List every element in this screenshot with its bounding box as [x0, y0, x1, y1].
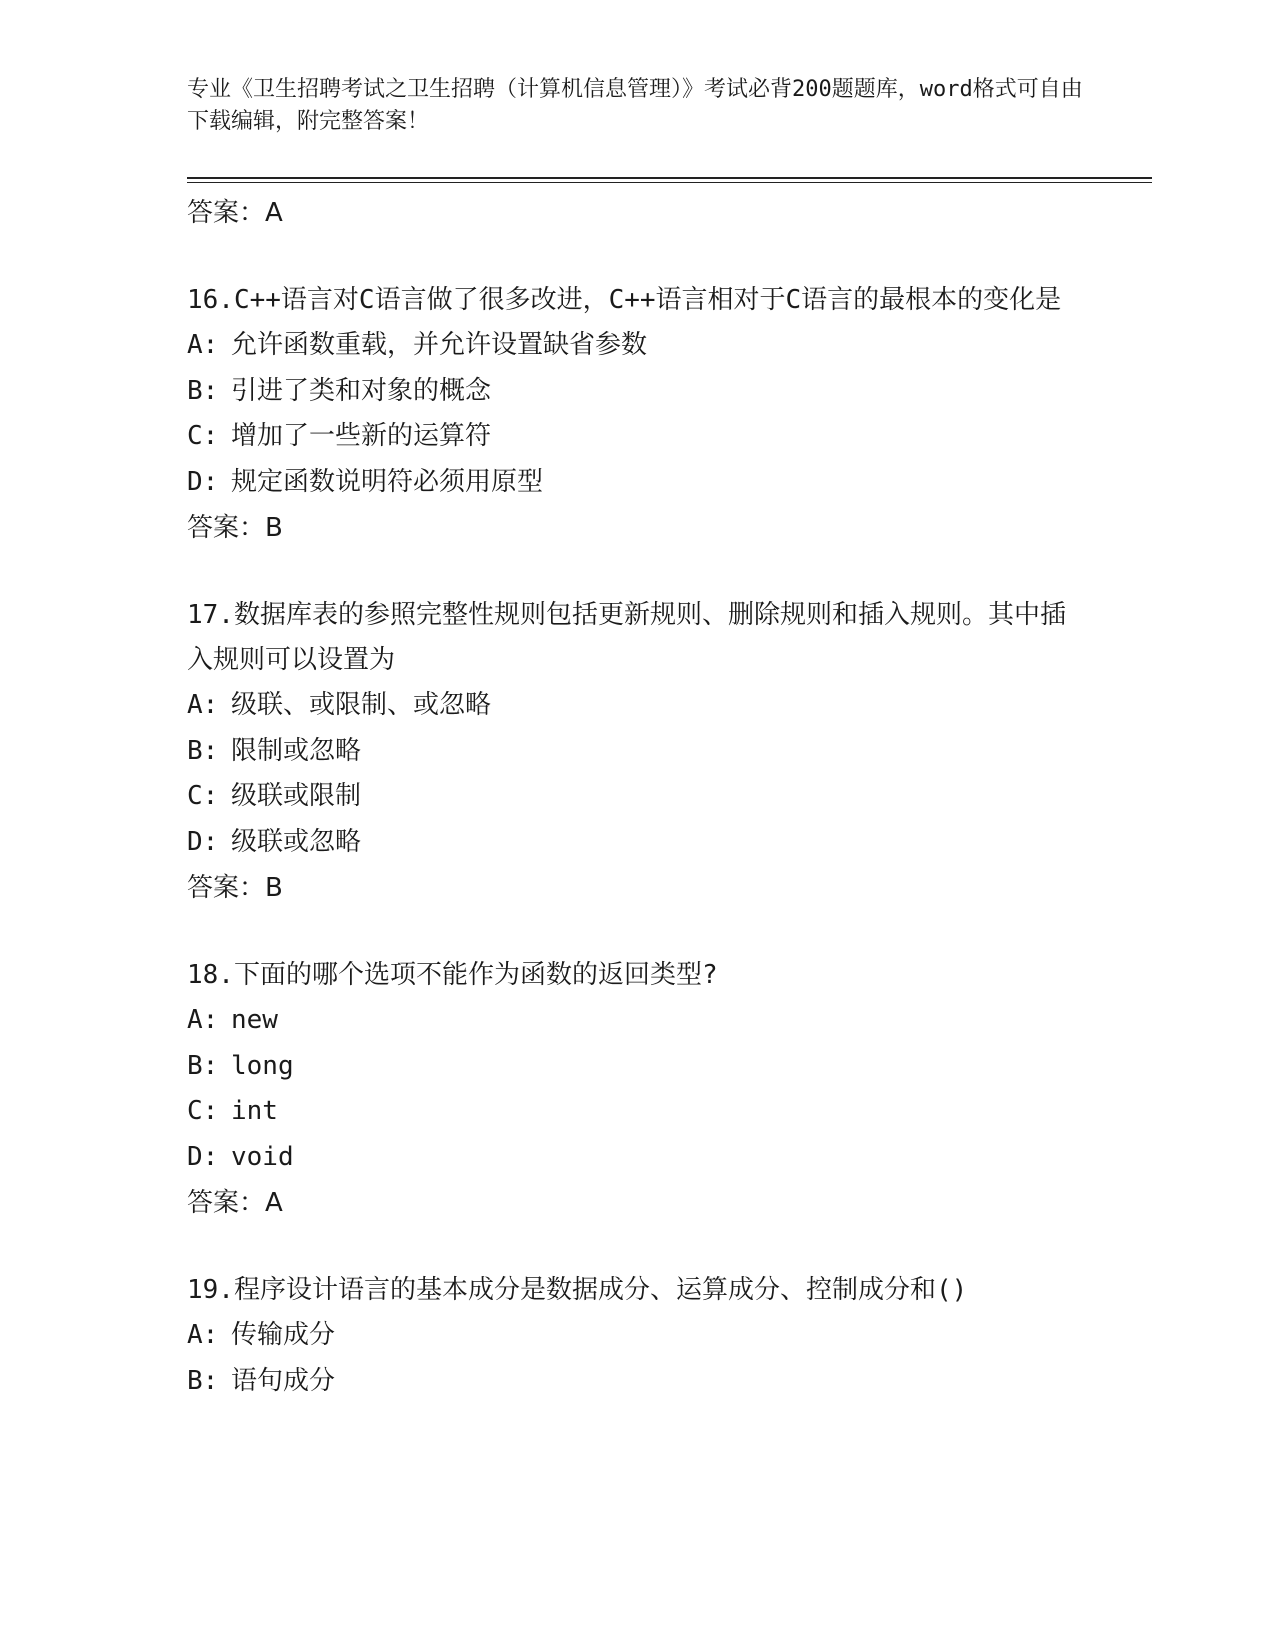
option: [187, 683, 1152, 729]
option: [187, 1044, 1152, 1090]
option: [187, 1135, 1152, 1181]
question-block: [187, 278, 1152, 551]
option-text: 增加了一些新的运算符: [231, 421, 492, 451]
option-key: A:: [187, 690, 219, 720]
answer-line: 答案：A: [187, 1188, 283, 1218]
option-key: D:: [187, 1141, 219, 1172]
option-key: C:: [187, 421, 219, 451]
option-text: 语句成分: [231, 1365, 336, 1396]
option: [187, 323, 1152, 369]
option-text: int: [231, 1096, 278, 1126]
option: [187, 998, 1152, 1044]
page-header: 专业《卫生招聘考试之卫生招聘（计算机信息管理）》考试必背200题题库，word格式可自由下载编辑，附完整答案！: [187, 77, 1083, 134]
answer-line: 答案：B: [187, 873, 283, 903]
question-text: 16.C++语言对C语言做了很多改进，C++语言相对于C语言的最根本的变化是: [187, 285, 1062, 315]
option: [187, 369, 1152, 415]
option-key: C:: [187, 781, 219, 811]
option: [187, 414, 1152, 460]
option-text: 级联或忽略: [231, 826, 362, 857]
option-text: 限制或忽略: [231, 735, 362, 766]
answer-line: 答案：A: [187, 198, 283, 228]
option-text: 允许函数重载，并允许设置缺省参数: [231, 330, 648, 360]
option-text: new: [231, 1005, 278, 1035]
option-text: 级联或限制: [231, 781, 362, 811]
question-text: 19.程序设计语言的基本成分是数据成分、运算成分、控制成分和(): [187, 1275, 968, 1305]
option-key: A:: [187, 1320, 219, 1350]
option-key: C:: [187, 1096, 219, 1126]
question-text: 17.数据库表的参照完整性规则包括更新规则、删除规则和插入规则。其中插入规则可以设置为: [187, 600, 1066, 675]
answer-line: 答案：B: [187, 513, 283, 543]
option-key: A:: [187, 1005, 219, 1035]
option-key: B:: [187, 1365, 219, 1396]
option: [187, 820, 1152, 866]
option-key: D:: [187, 466, 219, 497]
option-key: B:: [187, 1050, 219, 1081]
option-text: long: [231, 1050, 294, 1081]
option-text: void: [231, 1141, 294, 1172]
option: [187, 1089, 1152, 1135]
question-text: 18.下面的哪个选项不能作为函数的返回类型?: [187, 960, 718, 990]
option-key: B:: [187, 375, 219, 406]
option: [187, 1313, 1152, 1359]
header-divider: [187, 177, 1152, 183]
option-key: B:: [187, 735, 219, 766]
option-key: A:: [187, 330, 219, 360]
option-text: 传输成分: [231, 1320, 336, 1350]
question-block: [187, 1268, 1152, 1404]
option-text: 级联、或限制、或忽略: [231, 690, 492, 720]
question-block: [187, 953, 1152, 1226]
option-text: 引进了类和对象的概念: [231, 375, 492, 406]
document-body: [187, 190, 1152, 1404]
option: [187, 729, 1152, 775]
option-key: D:: [187, 826, 219, 857]
question-block: [187, 593, 1152, 911]
option: [187, 774, 1152, 820]
option: [187, 1359, 1152, 1405]
option: [187, 460, 1152, 506]
option-text: 规定函数说明符必须用原型: [231, 466, 544, 497]
